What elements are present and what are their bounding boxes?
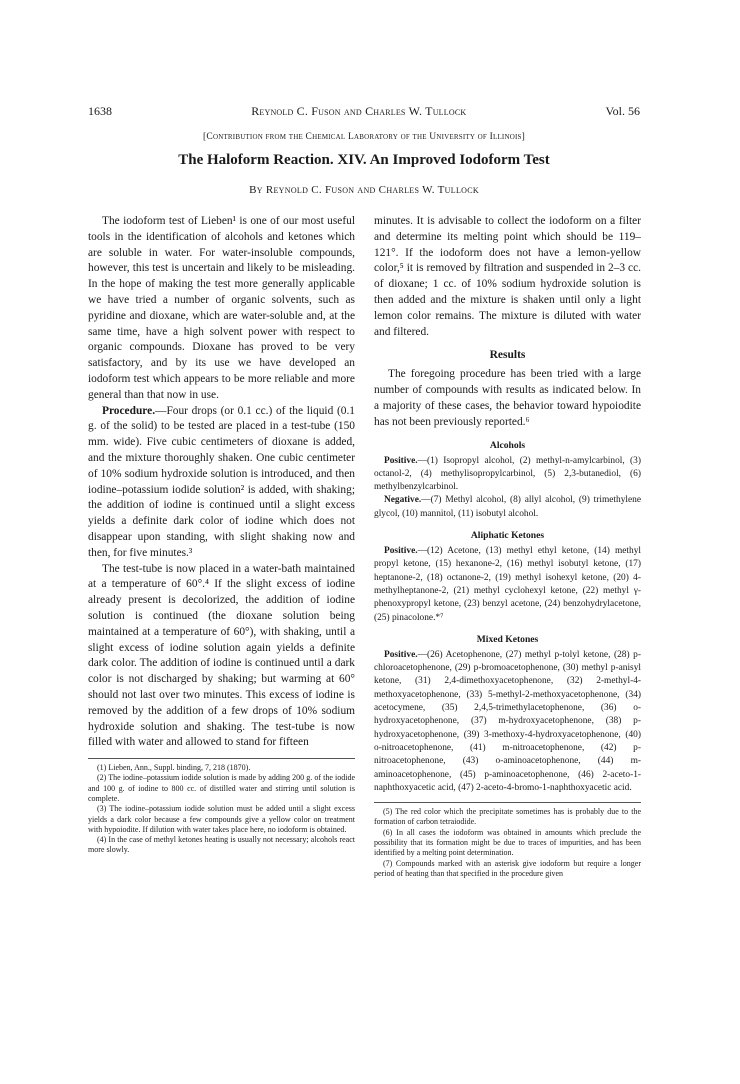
- running-title: Reynold C. Fuson and Charles W. Tullock: [251, 103, 467, 118]
- footnote-rule: [88, 758, 355, 759]
- alcohols-negative: [374, 494, 641, 521]
- procedure-label: Procedure.: [102, 404, 156, 417]
- aliphatic-positive: [374, 545, 641, 625]
- contribution-line: [Contribution from the Chemical Laboratory of the University of Illinois]: [203, 132, 525, 142]
- mixed-ketones-heading: Mixed Ketones: [476, 633, 539, 645]
- volume-number: Vol. 56: [605, 103, 640, 118]
- aliphatic-positive-list: —(12) Acetone, (13) methyl ethyl ketone, (14) methyl propyl ketone, (15) hexanone-2, (16) methyl isobutyl ketone, (17) heptanone-2, (18) octanone-2, (19) methyl isohexyl ketone, (20) 4-methylheptanone-2, (21) methyl cyclohexyl ketone, (22) methyl γ-phenoxypropyl ketone, (23) benzyl acetone, (24) benzohydrylacetone, (25) pinacolone.*⁷: [374, 546, 641, 623]
- waterbath-paragraph: The test-tube is now placed in a water-bath maintained at a temperature of 60°.⁴ If the slight excess of iodine already present is decolorized, the addition of iodine solution is continued (the dioxane solution being maintained at a temperature of 60°), with shaking, until a slight excess of iodine solution again yields a definite dark color. The addition of iodine is continued until a dark color is not discharged by shaking; but warming at 60° should not last over two minutes. This excess of iodine is removed by the addition of a few drops of 10% sodium hydroxide solution and shaking. The test-tube is now filled with water and allowed to stand for fifteen: [88, 562, 355, 749]
- alcohols-positive: [374, 455, 641, 495]
- procedure-paragraph: [88, 404, 355, 562]
- right-footnotes: [374, 807, 641, 879]
- footnote-5: (5) The red color which the precipitate sometimes has is probably due to the formation of carbon tetraiodide.: [374, 807, 641, 827]
- footnote-7: (7) Compounds marked with an asterisk give iodoform but require a longer period of heating than that specified in the procedure given: [374, 858, 641, 878]
- page-number: 1638: [88, 103, 112, 118]
- procedure-text: —Four drops (or 0.1 cc.) of the liquid (0.1 g. of the solid) to be tested are placed in a test-tube (150 mm. wide). Five cubic centimeters of dioxane is added, and the mixture thoroughly shaken. One cubic centimeter of 10% sodium hydroxide solution is introduced, and then iodine–potassium iodide solution² is added, with shaking; the addition of iodine is continued until a slight excess yields a definite dark color of iodine which does not disappear upon standing, with slight shaking now and then, for five minutes.³: [88, 404, 355, 559]
- left-footnotes: [88, 763, 355, 856]
- alcohols-positive-label: Positive.: [384, 455, 418, 466]
- author-byline: By Reynold C. Fuson and Charles W. Tullock: [249, 184, 479, 196]
- alcohols-negative-list: —(7) Methyl alcohol, (8) allyl alcohol, (9) trimethylene glycol, (10) mannitol, (11) isobutyl alcohol.: [374, 495, 641, 519]
- results-heading: Results: [489, 349, 526, 362]
- article-title: The Haloform Reaction. XIV. An Improved Iodoform Test: [178, 152, 550, 168]
- footnote-4: (4) In the case of methyl ketones heating is usually not necessary; alcohols react more slowly.: [88, 835, 355, 855]
- mixed-positive-label: Positive.: [384, 649, 418, 660]
- footnote-2: (2) The iodine–potassium iodide solution is made by adding 200 g. of the iodide and 100 g. of iodine to 800 cc. of distilled water and stirring until solution is complete.: [88, 773, 355, 803]
- alcohols-negative-label: Negative.: [384, 495, 422, 506]
- footnote-rule: [374, 802, 641, 803]
- continuation-paragraph: minutes. It is advisable to collect the iodoform on a filter and determine its melting point which should be 119–121°. If the iodoform does not have a lemon-yellow color,⁵ it is removed by filtration and suspended in 2–3 cc. of dioxane; 1 cc. of 10% sodium hydroxide solution is then added and the mixture is shaken until only a light lemon color remains. The mixture is diluted with water and filtered.: [374, 215, 641, 338]
- intro-paragraph: The iodoform test of Lieben¹ is one of our most useful tools in the identification of alcohols and ketones which are soluble in water. For water-insoluble compounds, however, this test is uncertain and likely to be misleading. In the hope of making the test more generally applicable we have tried a number of organic solvents, such as pyridine and dioxane, which are water-soluble and, at the same time, have a high solvent power with respect to organic compounds. Dioxane has proved to be very satisfactory, and by its use we have developed an iodoform test which appears to be more reliable and more general than that now in use.: [88, 215, 355, 401]
- mixed-positive: [374, 649, 641, 795]
- aliphatic-ketones-heading: Aliphatic Ketones: [470, 530, 545, 542]
- aliphatic-positive-label: Positive.: [384, 546, 418, 557]
- mixed-positive-list: —(26) Acetophenone, (27) methyl p-tolyl ketone, (28) p-chloroacetophenone, (29) p-bromoacetophenone, (30) methyl p-anisyl ketone, (31) 2,4-dimethoxyacetophenone, (32) 2-methyl-4-methoxyacetophenone, (33) 5-methyl-2-methoxyacetophenone, (34) acetocymene, (35) 2,4,5-trimethylacetophenone, (36) o-hydroxyacetophenone, (37) m-hydroxyacetophenone, (38) p-hydroxyacetophenone, (39) 3-methoxy-4-hydroxyacetophenone, (40) o-nitroacetophenone, (41) m-nitroacetophenone, (42) p-nitroacetophenone, (43) o-aminoacetophenone, (44) m-aminoacetophenone, (45) p-aminoacetophenone, (46) 2-aceto-1-naphthoxyacetic acid, (47) 2-aceto-4-bromo-1-naphthoxyacetic acid.: [374, 649, 641, 793]
- running-head: [88, 103, 640, 119]
- left-column: [88, 214, 355, 856]
- results-paragraph: The foregoing procedure has been tried with a large number of compounds with results as indicated below. In a majority of these cases, the behavior toward hypoiodite has not been previously reported.⁶: [374, 368, 641, 428]
- alcohols-positive-list: —(1) Isopropyl alcohol, (2) methyl-n-amylcarbinol, (3) octanol-2, (4) methylisopropylcarbinol, (5) 2,3-butanediol, (6) methylbenzylcarbinol.: [374, 455, 641, 493]
- right-column: [374, 214, 641, 879]
- footnote-6: (6) In all cases the iodoform was obtained in amounts which preclude the possibility that its formation might be due to traces of impurities, and has been identified by a melting point determination.: [374, 827, 641, 858]
- alcohols-heading: Alcohols: [489, 439, 526, 451]
- footnote-3: (3) The iodine–potassium iodide solution must be added until a slight excess yields a dark color because a few compounds give a yellow color on treatment with hypoiodite. If dilution with water takes place here, no iodoform is obtained.: [88, 804, 355, 834]
- footnote-1: (1) Lieben, Ann., Suppl. binding, 7, 218 (1870).: [97, 763, 251, 773]
